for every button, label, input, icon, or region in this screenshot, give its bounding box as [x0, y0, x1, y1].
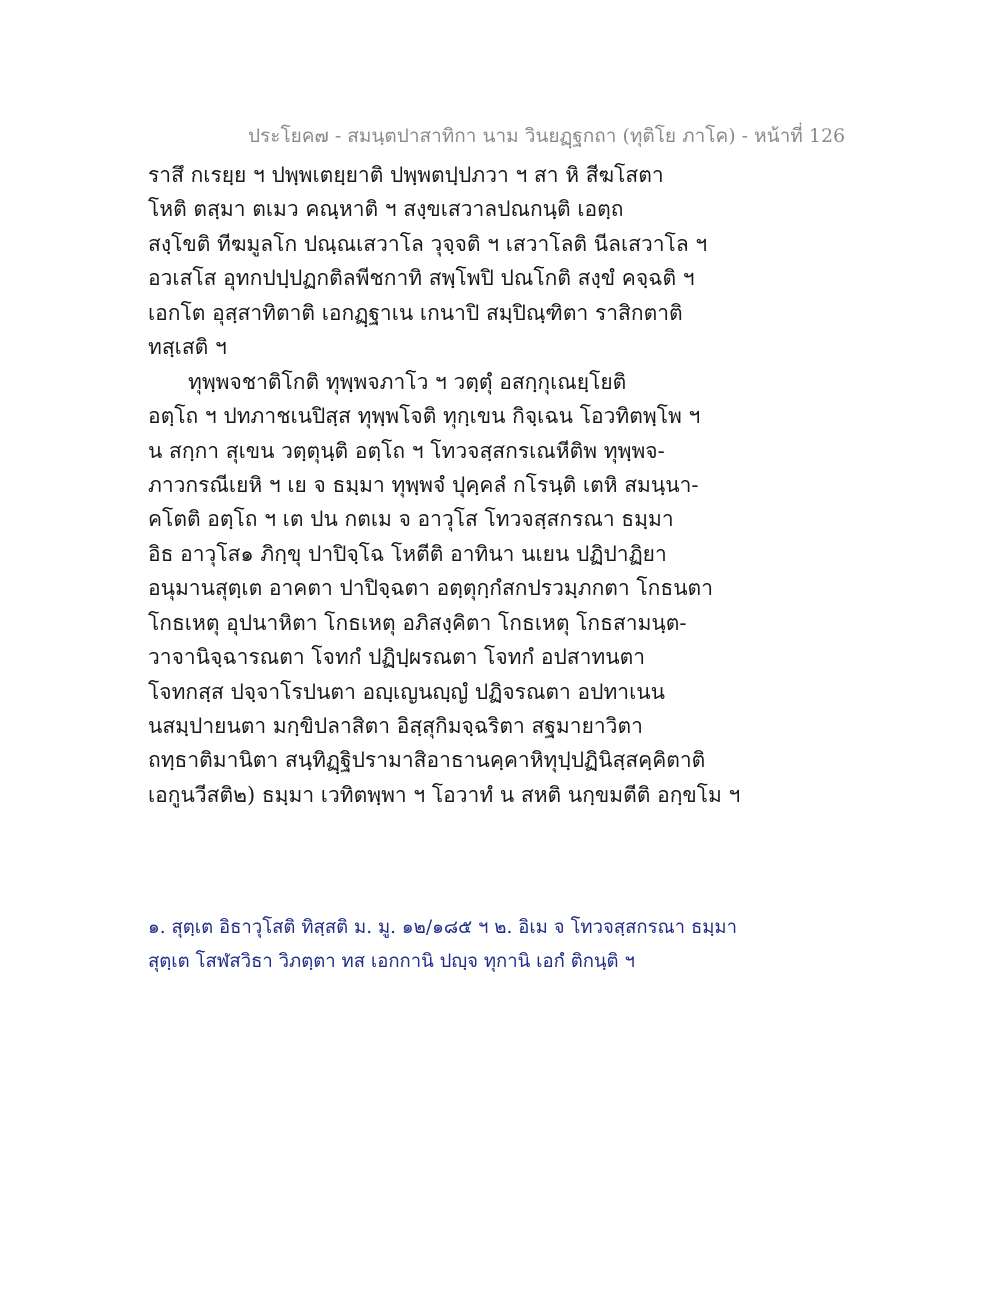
- footnote-line: ๑. สุตฺเต อิธาวุโสติ ทิสฺสติ ม. มู. ๑๒/๑๘๕ ฯ ๒. อิเม จ โทวจสฺสกรณา ธมฺมา: [148, 917, 738, 938]
- body-line: วาจานิจฺฉารณตา โจทกํ ปฏิปฺผรณตา โจทกํ อปสาทนตา: [148, 645, 646, 670]
- body-line: อิธ อาวุโส๑ ภิกฺขุ ปาปิจฺโฉ โหตีติ อาทินา นเยน ปฏิปาฏิยา: [148, 541, 667, 566]
- body-line: เอกูนวีสติ๒) ธมฺมา เวทิตพฺพา ฯ โอวาทํ น สหติ นกฺขมตีติ อกฺขโม ฯ: [148, 782, 741, 807]
- body-line: ราสึ กเรยฺย ฯ ปพฺพเตยฺยาติ ปพฺพตปฺปภวา ฯ สา หิ สีฆโสตา: [148, 163, 664, 187]
- paragraph-start-line: ทุพฺพจชาติโกติ ทุพฺพจภาโว ฯ วตฺตุํ อสกฺกุเณยฺโยติ: [188, 369, 627, 394]
- body-line: คโตติ อตฺโถ ฯ เต ปน กตเม จ อาวุโส โทวจสฺสกรณา ธมฺมา: [148, 507, 674, 532]
- body-text: [148, 158, 741, 812]
- body-line: อวเสโส อุทกปปฺปฏกติลพีชกาทิ สพฺโพปิ ปณโกติ สงฺขํ คจฺฉติ ฯ: [148, 266, 695, 291]
- body-line: โกธเหตุ อุปนาหิตา โกธเหตุ อภิสงฺคิตา โกธเหตุ โกธสามนฺต-: [148, 610, 687, 635]
- body-line: อตฺโถ ฯ ปทภาชเนปิสฺส ทุพฺพโจติ ทุกฺเขน กิจฺเฉน โอวทิตพฺโพ ฯ: [148, 404, 701, 429]
- footnotes: [148, 911, 738, 979]
- body-line: ถทฺธาติมานิตา สนฺทิฏฺฐิปรามาสิอาธานคฺคาหิทุปฺปฏินิสฺสคฺคิตาติ: [148, 748, 706, 773]
- body-line: โหติ ตสฺมา ตเมว คณฺหาติ ฯ สงฺขเสวาลปณกนฺติ เอตฺถ: [148, 197, 624, 222]
- body-line: สงฺโขติ ทีฆมูลโก ปณฺณเสวาโล วุจฺจติ ฯ เสวาโลติ นีลเสวาโล ฯ: [148, 231, 708, 256]
- body-line: น สกฺกา สุเขน วตฺตุนฺติ อตฺโถ ฯ โทวจสฺสกรเณหีติพ ทุพฺพจ-: [148, 438, 665, 463]
- body-line: เอกโต อุสฺสาทิตาติ เอกฏฺฐาเน เกนาปิ สมฺปิณฺฑิตา ราสิกตาติ: [148, 300, 683, 325]
- body-line: อนุมานสุตฺเต อาคตา ปาปิจฺฉตา อตฺตุกฺกํสกปรวมฺภกตา โกธนตา: [148, 576, 713, 601]
- body-line: ภาวกรณีเยหิ ฯ เย จ ธมฺมา ทุพฺพจํ ปุคฺคลํ กโรนฺติ เตหิ สมนฺนา-: [148, 472, 699, 497]
- body-line: นสมฺปายนตา มกฺขิปลาสิตา อิสฺสุกิมจฺฉริตา สฐมายาวิตา: [148, 714, 643, 738]
- page-header: ประโยค๗ - สมนฺตปาสาทิกา นาม วินยฏฺฐกถา (ทุติโย ภาโค) - หน้าที่ 126: [248, 125, 846, 147]
- body-line: ทสฺเสติ ฯ: [148, 335, 227, 360]
- body-line: โจทกสฺส ปจฺจาโรปนตา อญฺเญนญฺญํ ปฏิจรณตา อปทาเนน: [148, 679, 665, 704]
- footnote-line: สุตฺเต โสฬสวิธา วิภตฺตา ทส เอกกานิ ปญฺจ ทุกานิ เอกํ ติกนฺติ ฯ: [148, 951, 635, 972]
